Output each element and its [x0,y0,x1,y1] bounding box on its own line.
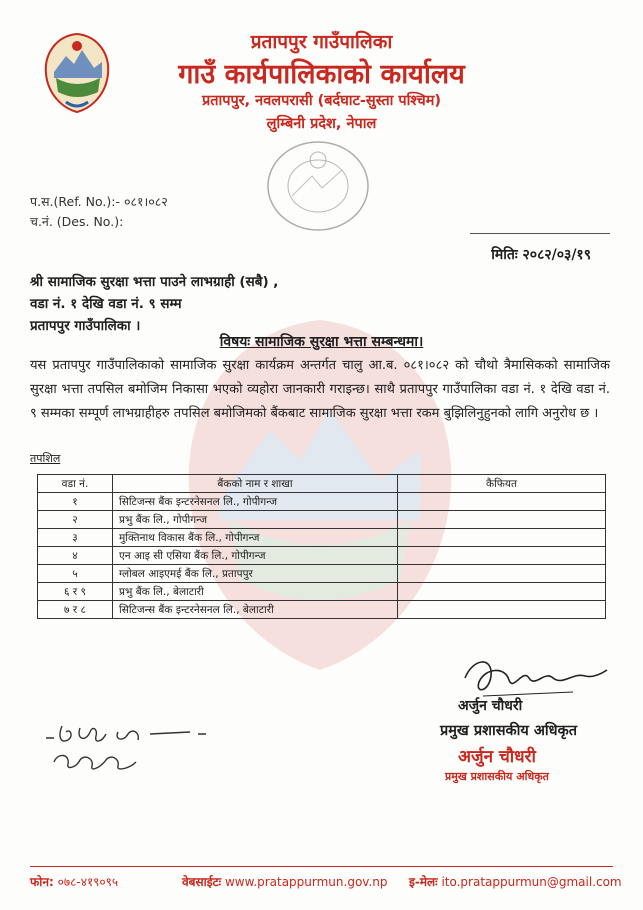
ward-cell: १ [38,493,113,511]
ward-cell: ३ [38,529,113,547]
table-row [38,493,606,511]
bank-schedule-table [37,474,606,619]
table-row [38,511,606,529]
bank-cell: प्रभु बैंक लि., गोपीगन्ज [113,511,398,529]
phone-label: फोन: [30,875,54,889]
bank-cell: प्रभु बैंक लि., बेलाटारी [113,583,398,601]
table-row [38,601,606,619]
ward-cell: ७ र ८ [38,601,113,619]
col-header-ward: वडा नं. [38,475,113,493]
bank-cell: ग्लोबल आइएमई बैंक लि., प्रतापपुर [113,565,398,583]
office-seal-stamp [262,136,374,236]
footer-email [409,873,622,890]
remarks-cell [398,529,606,547]
bank-cell: सिटिजन्स बैंक इन्टरनेसनल लि., गोपीगन्ज [113,493,398,511]
col-header-remarks: कैफियत [398,475,606,493]
ref-number [30,193,168,210]
bank-cell: एन आइ सी एसिया बैंक लि., गोपीगन्ज [113,547,398,565]
handwritten-note [40,718,220,778]
subject-line [0,332,643,351]
footer-divider [30,866,613,867]
table-header-row [38,475,606,493]
province-line: लुम्बिनी प्रदेश, नेपाल [266,116,377,132]
letter-date: मितिः २०८२/०३/१९ [491,247,591,263]
addressee-line-2: वडा नं. १ देखि वडा नं. ९ सम्म [30,296,182,312]
addressee-line-1: श्री सामाजिक सुरक्षा भत्ता पाउने लाभग्राही (सबै) , [30,274,279,290]
remarks-cell [398,493,606,511]
signatory-title: प्रमुख प्रशासकीय अधिकृत [440,723,577,739]
footer-website [182,873,388,890]
des-number-label: च.नं. (Des. No.): [30,214,124,229]
remarks-cell [398,511,606,529]
website-value: www.pratappurmun.gov.np [224,875,388,889]
ref-value: ०८१।०८२ [123,194,168,209]
table-row [38,529,606,547]
bank-cell: मुक्तिनाथ विकास बैंक लि., गोपीगन्ज [113,529,398,547]
email-value: ito.pratappurmun@gmail.com [441,875,622,889]
phone-value: ०७८-४१९०९५ [57,875,119,889]
footer-phone [30,873,118,890]
letter-body: यस प्रतापपुर गाउँपालिकाको सामाजिक सुरक्षा कार्यक्रम अन्तर्गत चालु आ.ब. ०८१।०८२ को चौथो त्रैमासिकको सामाजिक सुरक्षा भत्ता तपसिल बमोजिम निकासा भएको व्यहोरा जानकारी गराइन्छ। साथै प्रतापपुर गाउँपालिका वडा नं. १ देखि वडा नं. ९ सम्मका सम्पूर्ण लाभग्राहीहरु तपसिल बमोजिमको बैंकबाट सामाजिक सुरक्षा भत्ता रकम बुझिलिनुहुनको लागि अनुरोध छ । [30,358,610,421]
remarks-cell [398,601,606,619]
website-label: वेबसाईटः [182,875,222,889]
email-label: इ-मेलः [409,875,438,889]
remarks-cell [398,565,606,583]
office-name: गाउँ कार्यपालिकाको कार्यालय [178,59,465,90]
ward-cell: २ [38,511,113,529]
ward-cell: ४ [38,547,113,565]
table-row [38,583,606,601]
schedule-label: तपशिल [30,452,61,465]
stamp-name: अर्जुन चौधरी [458,747,536,767]
table-row [38,565,606,583]
ward-cell: ६ र ९ [38,583,113,601]
municipality-name: प्रतापपुर गाउँपालिका [250,31,393,53]
office-location: प्रतापपुर, नवलपरासी (बर्दघाट-सुस्ता पश्चिम) [201,93,442,109]
bank-cell: सिटिजन्स बैंक इन्टरनेसनल लि., बेलाटारी [113,601,398,619]
stamp-title: प्रमुख प्रशासकीय अधिकृत [445,770,549,783]
subject-text: विषयः सामाजिक सुरक्षा भत्ता सम्बन्धमा। [219,334,424,350]
remarks-cell [398,583,606,601]
ref-label: प.स.(Ref. No.):- [30,194,120,209]
addressee-line-3: प्रतापपुर गाउँपालिका । [30,318,141,334]
table-row [38,547,606,565]
col-header-bank: बैंकको नाम र शाखा [113,475,398,493]
header-divider [470,233,610,234]
signatory-name: अर्जुन चौधरी [458,698,523,714]
ward-cell: ५ [38,565,113,583]
remarks-cell [398,547,606,565]
